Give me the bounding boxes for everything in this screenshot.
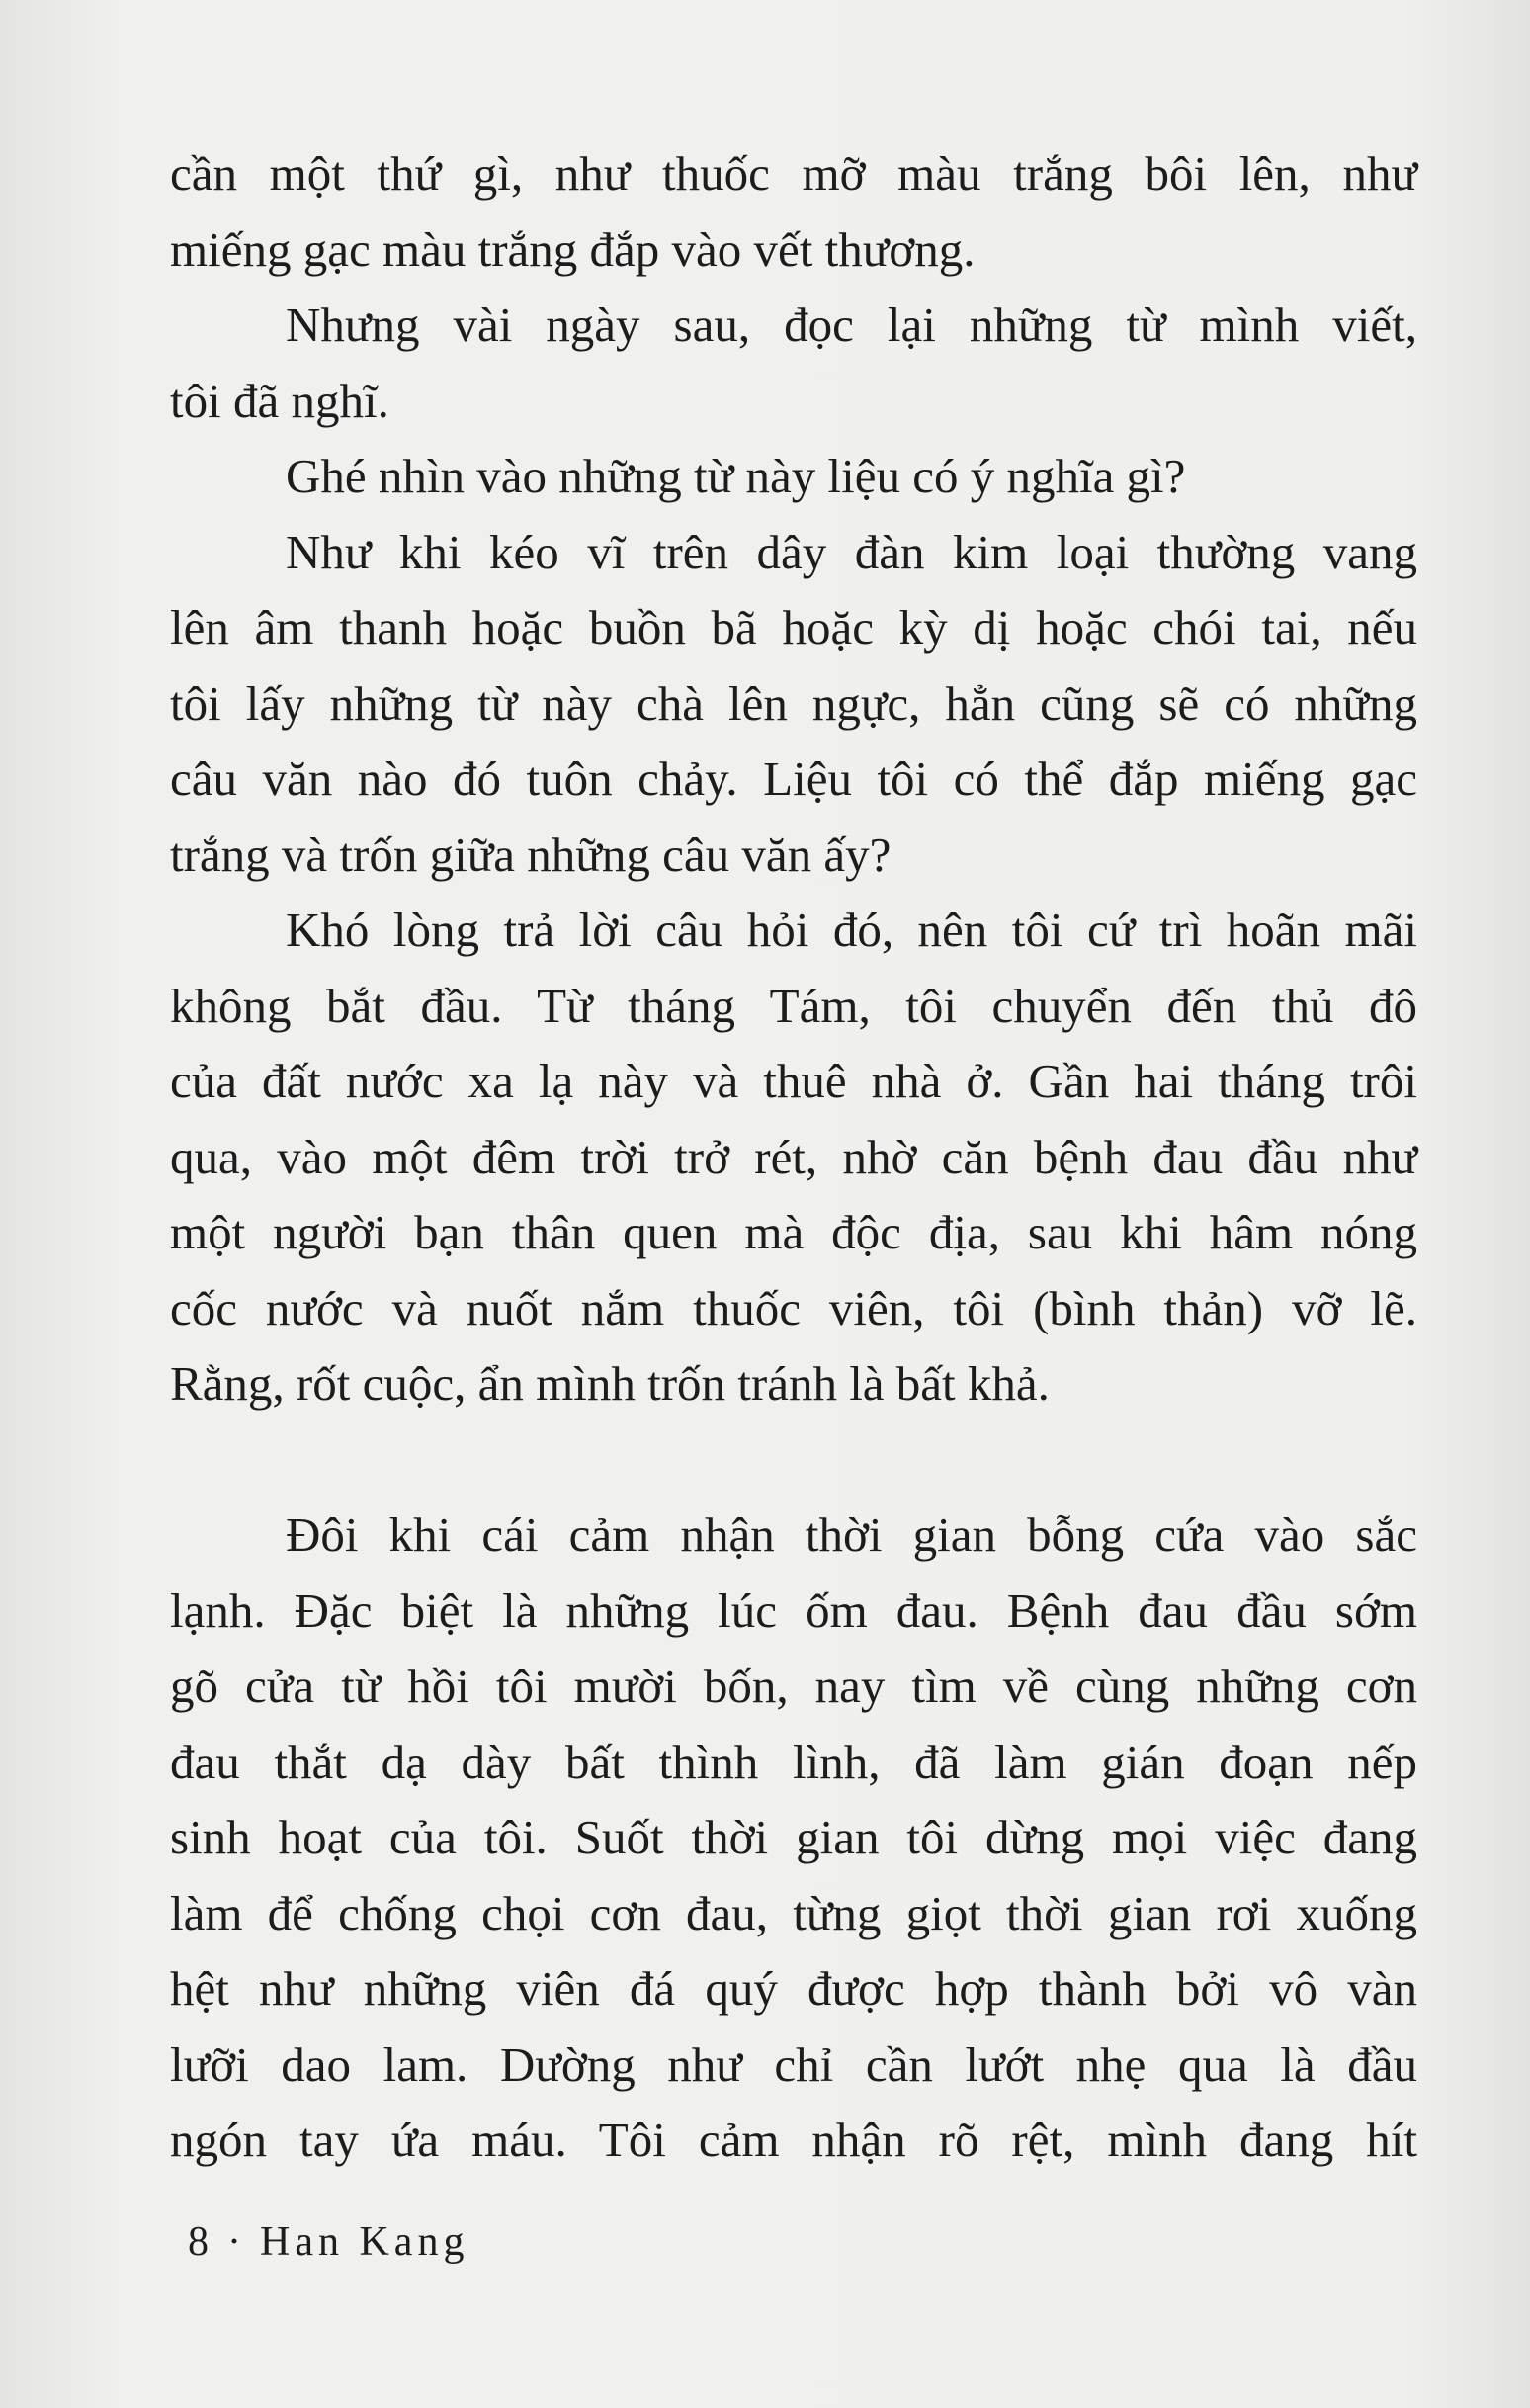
text-line: Rằng, rốt cuộc, ẩn mình trốn tránh là bất khả. — [170, 1356, 1050, 1411]
text-line: lạnh. Đặc biệt là những lúc ốm đau. Bệnh đau đầu sớm — [170, 1583, 1417, 1638]
text-line: cốc nước và nuốt nắm thuốc viên, tôi (bình thản) vỡ lẽ. — [170, 1280, 1417, 1335]
text-line: tôi đã nghĩ. — [170, 373, 389, 428]
text-line: Đôi khi cái cảm nhận thời gian bỗng cứa vào sắc — [286, 1507, 1417, 1562]
text-line: cần một thứ gì, như thuốc mỡ màu trắng bôi lên, như — [170, 146, 1417, 201]
text-line: miếng gạc màu trắng đắp vào vết thương. — [170, 221, 976, 277]
text-line: làm để chống chọi cơn đau, từng giọt thời gian rơi xuống — [170, 1885, 1417, 1940]
page-number: 8 — [188, 2219, 213, 2265]
text-line: gõ cửa từ hồi tôi mười bốn, nay tìm về cùng những cơn — [170, 1659, 1417, 1713]
text-line: lưỡi dao lam. Dường như chỉ cần lướt nhẹ qua là đầu — [170, 2036, 1417, 2092]
text-line: Ghé nhìn vào những từ này liệu có ý nghĩa gì? — [286, 449, 1186, 503]
text-line: trắng và trốn giữa những câu văn ấy? — [170, 826, 892, 882]
text-line: Như khi kéo vĩ trên dây đàn kim loại thường vang — [286, 524, 1417, 579]
text-line: hệt như những viên đá quý được hợp thành bởi vô vàn — [170, 1961, 1417, 2016]
text-line: qua, vào một đêm trời trở rét, nhờ căn bệnh đau đầu như — [170, 1129, 1417, 1184]
text-line: Khó lòng trả lời câu hỏi đó, nên tôi cứ trì hoãn mãi — [286, 903, 1417, 957]
text-line: sinh hoạt của tôi. Suốt thời gian tôi dừng mọi việc đang — [170, 1810, 1417, 1864]
text-line: ngón tay ứa máu. Tôi cảm nhận rõ rệt, mình đang hít — [170, 2112, 1417, 2167]
text-line: tôi lấy những từ này chà lên ngực, hẳn cũng sẽ có những — [170, 675, 1417, 731]
text-line: của đất nước xa lạ này và thuê nhà ở. Gần hai tháng trôi — [170, 1054, 1417, 1108]
footer-separator: · — [227, 2219, 246, 2265]
body-text — [170, 136, 1417, 2179]
text-line: đau thắt dạ dày bất thình lình, đã làm gián đoạn nếp — [170, 1734, 1417, 1789]
text-line: không bắt đầu. Từ tháng Tám, tôi chuyển đến thủ đô — [170, 978, 1417, 1033]
text-line: Nhưng vài ngày sau, đọc lại những từ mình viết, — [286, 298, 1417, 352]
text-line: lên âm thanh hoặc buồn bã hoặc kỳ dị hoặc chói tai, nếu — [170, 600, 1417, 654]
text-line: câu văn nào đó tuôn chảy. Liệu tôi có thể đắp miếng gạc — [170, 751, 1417, 806]
section-break — [170, 1422, 1417, 1499]
author-name: Han Kang — [260, 2219, 469, 2265]
page-footer — [188, 2218, 468, 2266]
text-line: một người bạn thân quen mà độc địa, sau khi hâm nóng — [170, 1205, 1417, 1259]
